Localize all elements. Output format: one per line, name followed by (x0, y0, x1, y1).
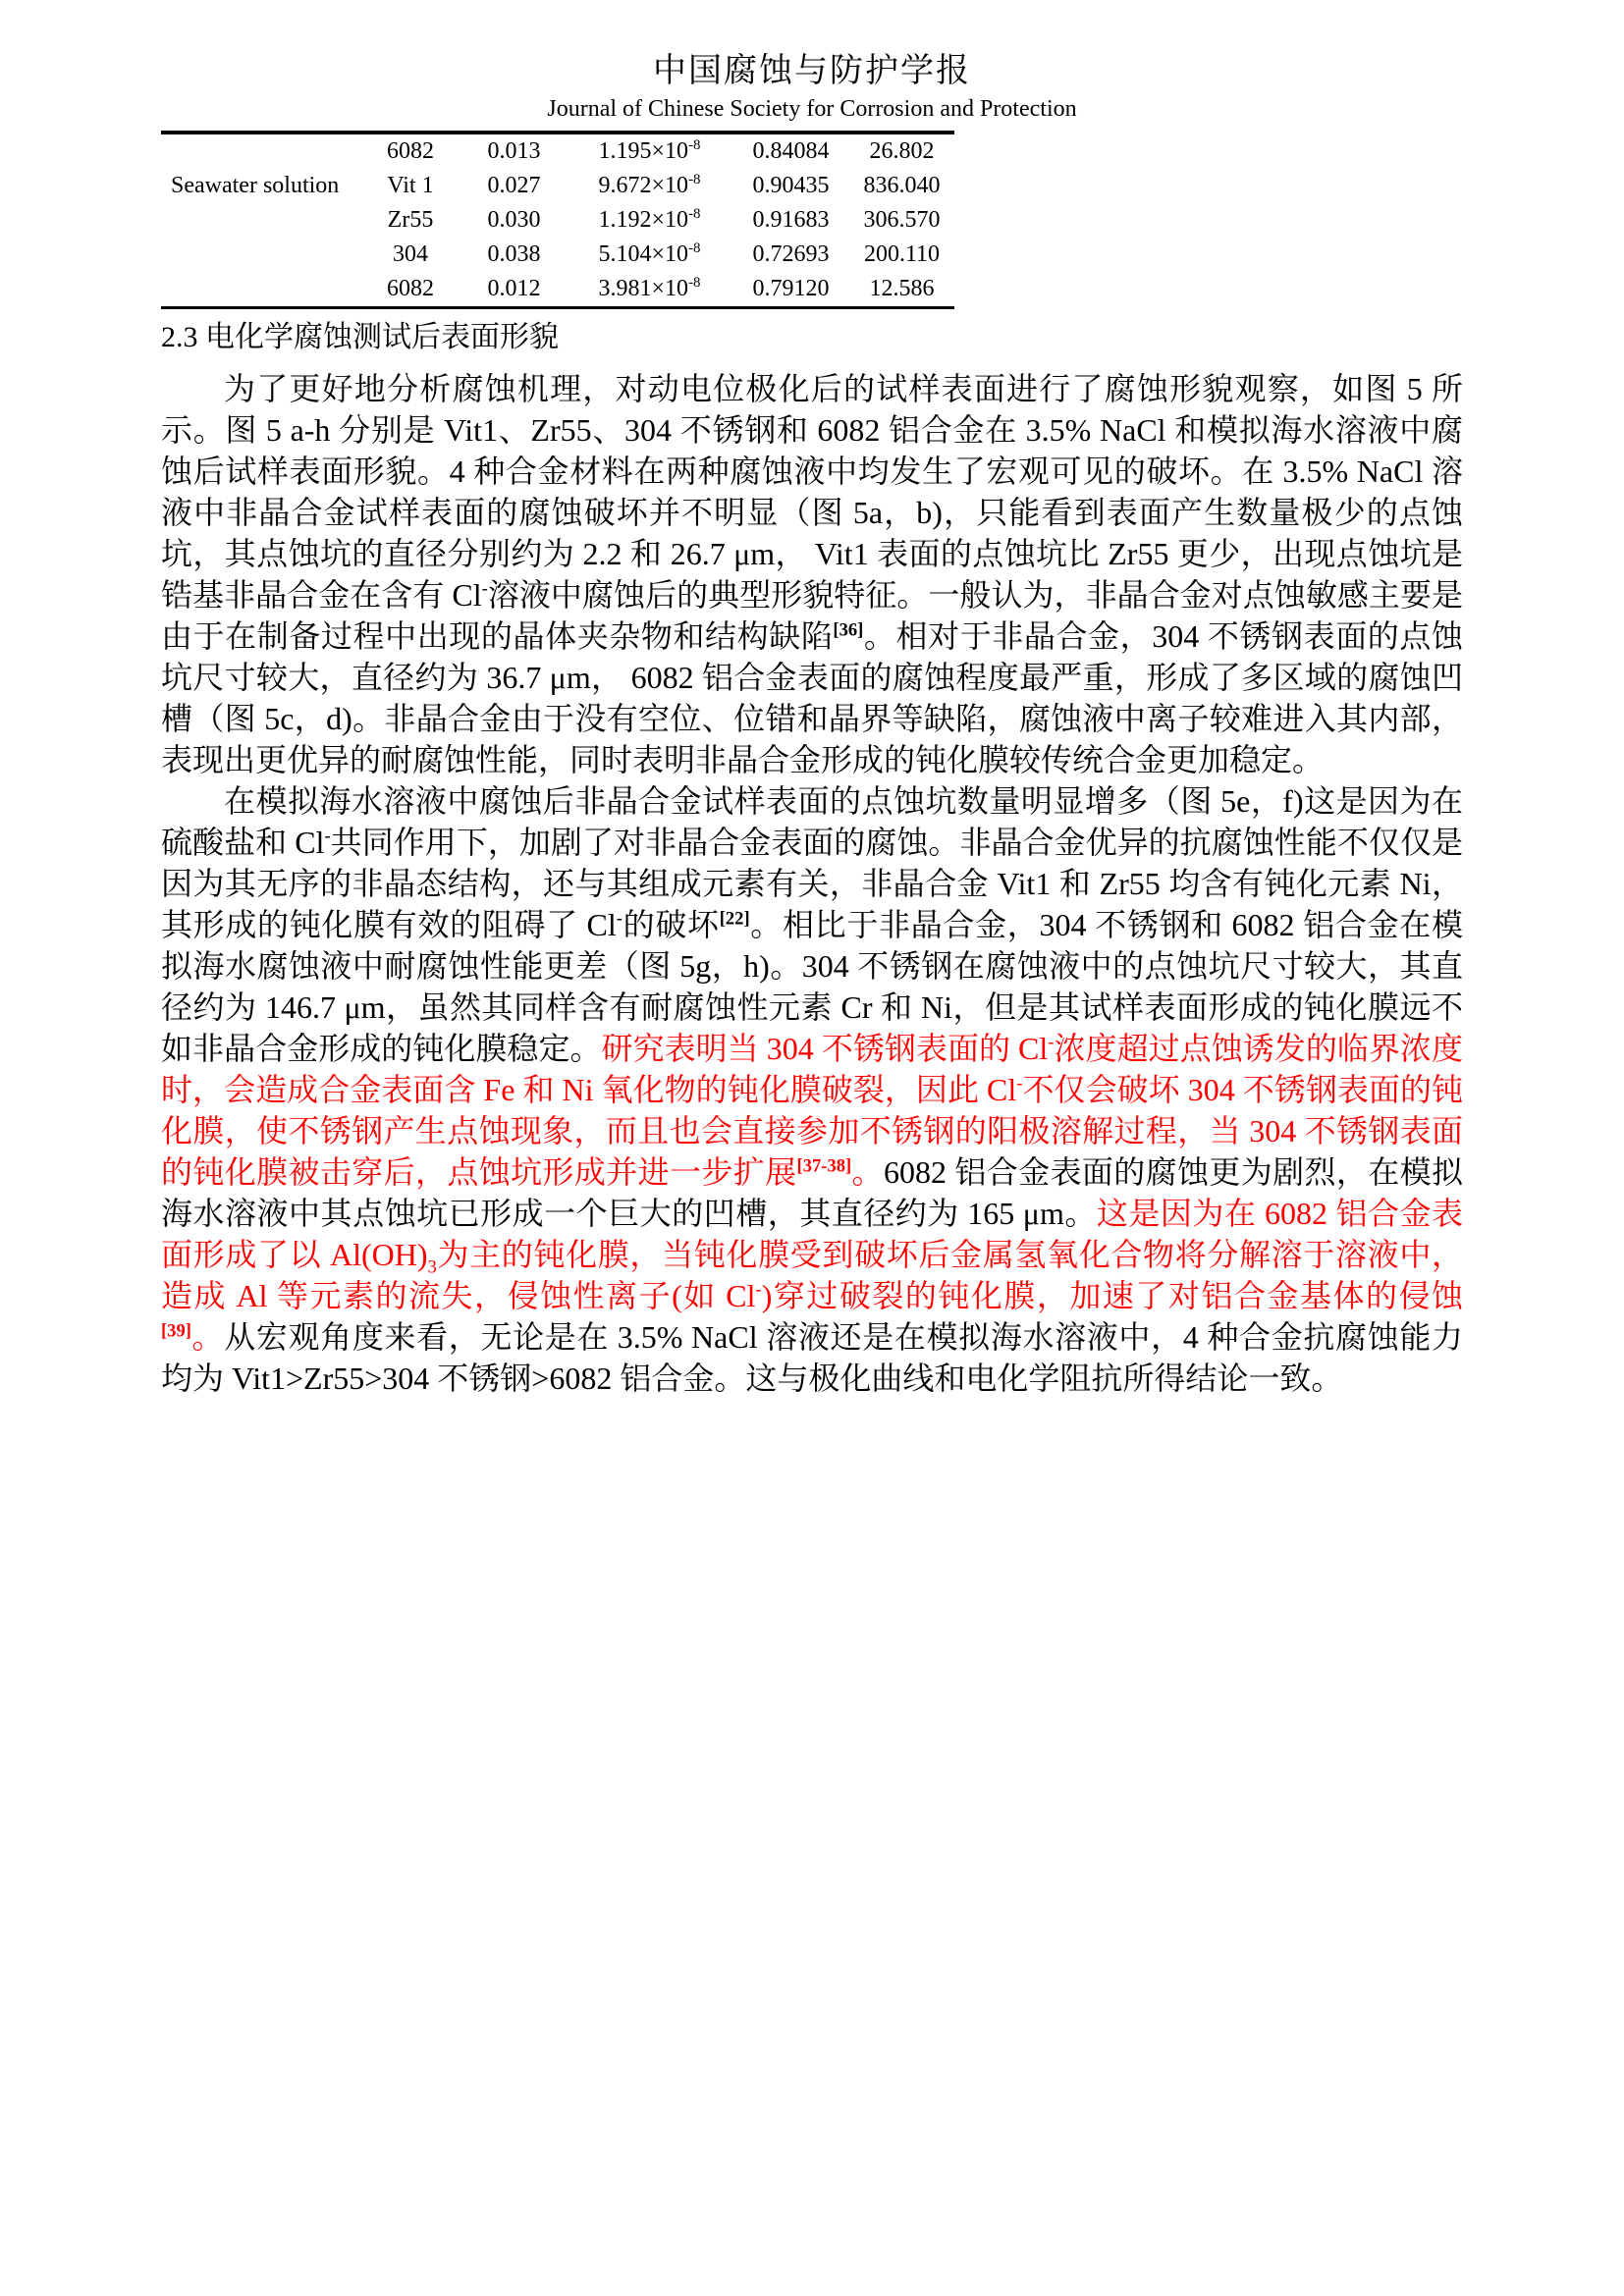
superscript: - (324, 826, 331, 847)
citation-ref: [37-38] (796, 1155, 852, 1177)
table-cell-value: 12.586 (869, 276, 935, 302)
subscript: 3 (427, 1256, 437, 1278)
text-segment: 研究表明当 304 不锈钢表面的 Cl (601, 1030, 1049, 1066)
text-segment: 。 (190, 1318, 225, 1355)
table-cell-alloy: Vit 1 (387, 173, 434, 199)
table-cell-value: 0.013 (487, 138, 541, 165)
table-cell-value (567, 133, 732, 169)
table-cell-value: 0.90435 (752, 173, 830, 199)
superscript: - (481, 578, 488, 600)
table-cell-alloy: 6082 (387, 276, 434, 302)
text-segment: 。 (851, 1153, 884, 1190)
table-cell-value: 0.72693 (752, 241, 830, 268)
table-cell-value: 0.79120 (752, 276, 830, 302)
table-cell-group-label: Seawater solution (171, 173, 340, 199)
value-exponent: -8 (688, 137, 701, 154)
table-cell-value (567, 238, 732, 272)
text-segment: 为主的钝化膜，当钝化膜受到破坏后金属氢氧化合物将分解溶于溶液中，造成 Al 等元素的流失，侵蚀性离子(如 Cl (161, 1236, 1463, 1313)
superscript: - (755, 1279, 762, 1301)
table-row (161, 169, 954, 203)
results-table-body (161, 133, 954, 308)
table-cell-group-label (161, 133, 359, 169)
text-segment: 6082 铝合金表面的腐蚀更为剧烈，在模拟海水溶液中其点蚀坑已形成一个巨大的凹槽，其直径约为 165 μm。 (161, 1153, 1463, 1231)
text-segment: 浓度超过点蚀诱发的临界浓度时，会造成合金表面含 Fe 和 Ni 氧化物的钝化膜破裂，因此 Cl (161, 1030, 1463, 1107)
citation-ref: [39] (161, 1320, 191, 1342)
table-cell-value: 836.040 (863, 173, 941, 199)
body-paragraphs (161, 368, 1463, 1399)
table-cell-alloy: 6082 (387, 138, 434, 165)
journal-title-zh: 中国腐蚀与防护学报 (653, 53, 971, 89)
value-base: 3.981×10 (598, 276, 689, 302)
superscript: - (616, 908, 623, 930)
citation-ref: [36] (833, 619, 864, 641)
table-cell-value: 0.012 (487, 276, 541, 302)
text-segment: 共同作用下，加剧了对非晶合金表面的腐蚀。非晶合金优异的抗腐蚀性能不仅仅是因为其无序的非晶态结构，还与其组成元素有关，非晶合金 Vit1 和 Zr55 均含有钝化元素 Ni，其形成的钝化膜有效的阻碍了 Cl (161, 824, 1463, 942)
value-base: 5.104×10 (598, 241, 689, 268)
table-cell-value: 0.84084 (752, 138, 830, 165)
value-exponent: -8 (688, 172, 701, 188)
text-segment: 。相对于非晶合金，304 不锈钢表面的点蚀坑尺寸较大，直径约为 36.7 μm， 6082 铝合金表面的腐蚀程度最严重，形成了多区域的腐蚀凹槽（图 5c，d)。非晶合金由于没有空位、位错和晶界等缺陷，腐蚀液中离子较难进入其内部，表现出更优异的耐腐蚀性能，同时表明非晶合金形成的钝化膜较传统合金更加稳定。 (161, 617, 1463, 777)
table-cell-value: 306.570 (863, 207, 941, 234)
text-segment: 从宏观角度来看，无论是在 3.5% NaCl 溶液还是在模拟海水溶液中，4 种合金抗腐蚀能力均为 Vit1>Zr55>304 不锈钢>6082 铝合金。这与极化曲线和电化学阻抗所得结论一致。 (161, 1318, 1463, 1396)
table-row (161, 238, 954, 272)
superscript: - (1016, 1073, 1023, 1095)
paragraph (161, 368, 1463, 780)
text-segment: 这是因为在 6082 铝合金表面形成了以 Al(OH) (161, 1195, 1463, 1272)
table-row (161, 133, 954, 169)
text-segment: 在模拟海水溶液中腐蚀后非晶合金试样表面的点蚀坑数量明显增多（图 5e，f)这是因为在硫酸盐和 Cl (161, 782, 1463, 860)
text-segment: 为了更好地分析腐蚀机理，对动电位极化后的试样表面进行了腐蚀形貌观察，如图 5 所示。图 5 a-h 分别是 Vit1、Zr55、304 不锈钢和 6082 铝合金在 3.5% NaCl 和模拟海水溶液中腐蚀后试样表面形貌。4 种合金材料在两种腐蚀液中均发生了宏观可见的破坏。在 3.5% NaCl 溶液中非晶合金试样表面的腐蚀破坏并不明显（图 5a，b)，只能看到表面产生数量极少的点蚀坑，其点蚀坑的直径分别约为 2.2 和 26.7 μm， Vit1 表面的点蚀坑比 Zr55 更少，出现点蚀坑是锆基非晶合金在含有 Cl (161, 370, 1463, 613)
value-base: 1.192×10 (598, 207, 689, 234)
table-cell-group-label (161, 272, 359, 308)
table-cell-group-label (161, 238, 359, 272)
citation-ref: [22] (719, 908, 750, 930)
table-cell-alloy: 304 (393, 241, 428, 268)
paragraph (161, 780, 1463, 1399)
journal-title-en: Journal of Chinese Society for Corrosion and Protection (547, 95, 1077, 122)
table-row (161, 203, 954, 238)
table-cell-value (567, 203, 732, 238)
section-heading: 2.3 电化学腐蚀测试后表面形貌 (161, 321, 559, 354)
table-cell-value: 0.91683 (752, 207, 830, 234)
table-cell-value: 0.038 (487, 241, 541, 268)
text-segment: 不仅会破坏 304 不锈钢表面的钝化膜，使不锈钢产生点蚀现象，而且也会直接参加不锈钢的阳极溶解过程，当 304 不锈钢表面的钝化膜被击穿后，点蚀坑形成并进一步扩展 (161, 1071, 1463, 1190)
text-segment: 。相比于非晶合金，304 不锈钢和 6082 铝合金在模拟海水腐蚀液中耐腐蚀性能更差（图 5g，h)。304 不锈钢在腐蚀液中的点蚀坑尺寸较大，其直径约为 146.7 μm，虽然其同样含有耐腐蚀性元素 Cr 和 Ni，但是其试样表面形成的钝化膜远不如非晶合金形成的钝化膜稳定。 (161, 906, 1463, 1066)
table-cell-value (567, 272, 732, 308)
value-exponent: -8 (688, 206, 701, 223)
value-exponent: -8 (688, 240, 701, 257)
table-cell-value: 200.110 (863, 241, 941, 268)
journal-header (161, 51, 1463, 123)
table-cell-value (567, 169, 732, 203)
text-segment: 的破坏 (622, 906, 720, 942)
text-segment: 溶液中腐蚀后的典型形貌特征。一般认为，非晶合金对点蚀敏感主要是由于在制备过程中出现的晶体夹杂物和结构缺陷 (161, 576, 1463, 654)
value-base: 9.672×10 (598, 173, 689, 199)
table-cell-value: 26.802 (869, 138, 935, 165)
table-cell-value: 0.027 (487, 173, 541, 199)
table-row (161, 272, 954, 308)
results-table (161, 131, 954, 309)
value-base: 1.195×10 (598, 138, 689, 165)
table-cell-alloy: Zr55 (387, 207, 434, 234)
table-cell-group-label (161, 203, 359, 238)
table-cell-value: 0.030 (487, 207, 541, 234)
text-segment: )穿过破裂的钝化膜，加速了对铝合金基体的侵蚀 (761, 1277, 1463, 1313)
value-exponent: -8 (688, 275, 701, 292)
superscript: - (1048, 1032, 1055, 1053)
